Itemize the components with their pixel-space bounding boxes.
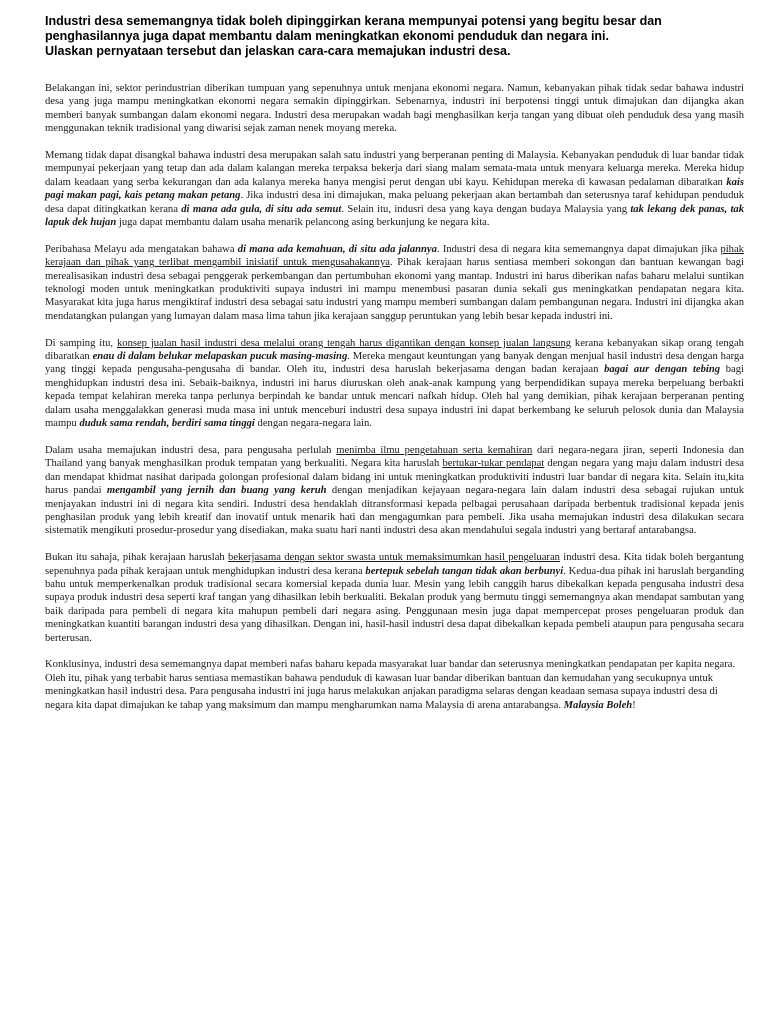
paragraph-text: Belakangan ini, sektor perindustrian diberikan tumpuan yang sepenuhnya untuk menjana ekonomi negara. Namun, kebanyakan pihak tidak sedar bahawa industri desa yang juga mampu meningkatkan ekonomi negara semakin dipinggirkan. Sebenarnya, industri ini berpotensi tinggi untuk dimajukan dan dijangka akan memberi banyak sumbangan dalam ekonomi negara. Industri desa merupakan wadah bagi menghasilkan kerja tangan yang dibuat oleh penduduk desa yang masih menggunakan teknik tradisional yang diwarisi sejak zaman nenek moyang mereka. bbox=[45, 83, 744, 135]
peribahasa-phrase: bertepuk sebelah tangan tidak akan berbunyi bbox=[365, 565, 564, 577]
peribahasa-phrase: bagai aur dengan tebing bbox=[604, 364, 721, 376]
paragraph-text: kerana kebanyakan sikap orang tengah dibaratkan bbox=[45, 337, 744, 363]
paragraph-text: dengan negara yang maju dalam industri desa dan mendapat khidmat nasihat daripada golongan profesional dalam bidang ini untuk meningkatkan produktiviti industri luar bandar di negara kita. Selain itu,kita harus pandai bbox=[45, 458, 745, 497]
paragraph-text: Memang tidak dapat disangkal bahawa industri desa merupakan salah satu industri yang berperanan penting di Malaysia. Kebanyakan penduduk di luar bandar tidak mempunyai pekerjaan yang tetap dan ada dalam kalangan mereka terpaksa bekerja dari siang malam semata-mata untuk menyara keluarga mereka. Mereka hidup dalam keadaan yang serba kekurangan dan ada kalanya mereka hanya mengisi perut dengan ubi kayu. Kehidupan mereka di kawasan pedalaman dibaratkan bbox=[45, 150, 744, 188]
essay-body bbox=[45, 82, 744, 725]
paragraph-text: juga dapat membantu dalam usaha menarik pelancong asing berkunjung ke negara kita. bbox=[116, 217, 490, 229]
underlined-phrase: pihak kerajaan dan pihak yang terlibat mengambil inisiatif untuk mengusahakannya bbox=[45, 243, 744, 269]
underlined-phrase: bertukar-tukar pendapat bbox=[442, 458, 545, 470]
peribahasa-phrase: kais pagi makan pagi, kais petang makan petang bbox=[45, 176, 744, 202]
underlined-phrase: menimba ilmu pengetahuan serta kemahiran bbox=[336, 444, 533, 456]
paragraph-text: dengan negara-negara lain. bbox=[254, 418, 372, 430]
paragraph-text: Bukan itu sahaja, pihak kerajaan haruslah bbox=[45, 552, 229, 564]
paragraph-text: Di samping itu, bbox=[45, 337, 117, 349]
underlined-phrase: bekerjasama dengan sektor swasta untuk memaksimumkan hasil pengeluaran bbox=[228, 552, 560, 564]
paragraph-text: . Kedua-dua pihak ini haruslah berganding bahu untuk memperkenalkan produk tradisional secara komersial kepada dunia luar. Mesin yang lebih canggih harus dibekalkan kepada pengusaha industri desa supaya produk industri desa seperti kraf tangan yang dihasilkan lebih berkualiti. Bekalan produk yang bermutu tinggi sememangnya akan mendapat sambutan yang baik daripada para pembeli di negara kita mahupun pembeli dari negara asing. Penggunaan mesin juga dapat mempercepat proses pengeluaran produk dan meningkatkan kuantiti barangan industri desa yang dihasilkan. Dengan ini, hasil-hasil industri desa dapat dibekalkan kepada pembeli ataupun para pengusaha secara berterusan. bbox=[45, 565, 744, 644]
paragraph-text: Peribahasa Melayu ada mengatakan bahawa bbox=[45, 243, 238, 255]
peribahasa-phrase: duduk sama rendah, berdiri sama tinggi bbox=[79, 418, 255, 430]
essay-question bbox=[45, 14, 745, 59]
paragraph-text: Konklusinya, industri desa sememangnya dapat memberi nafas baharu kepada masyarakat luar bandar dan seterusnya meningkatkan pendapatan per kapita negara. Oleh itu, pihak yang terbabit harus sentiasa memastikan bahawa penduduk di kawasan luar bandar diberikan bantuan dan kemudahan yang secukupnya untuk meningkatkan hasil industri desa. Para pengusaha industri ini juga harus melakukan anjakan paradigma selaras dengan keadaan semasa supaya industri desa di negara kita dapat dimajukan ke tahap yang maksimum dan mampu mengharumkan nama Malaysia di arena antarabangsa. bbox=[45, 659, 736, 711]
paragraph-text: . Jika industri desa ini dimajukan, maka peluang pekerjaan akan bertambah dan seterusnya taraf kehidupan penduduk desa dapat ditingkatkan kerana bbox=[45, 190, 744, 215]
paragraph-text: Dalam usaha memajukan industri desa, para pengusaha perlulah bbox=[45, 444, 337, 456]
essay-paragraph bbox=[45, 444, 744, 538]
essay-paragraph bbox=[45, 551, 744, 645]
question-line: Ulaskan pernyataan tersebut dan jelaskan cara-cara memajukan industri desa. bbox=[45, 44, 511, 58]
peribahasa-phrase: enau di dalam belukar melapaskan pucuk masing-masing bbox=[92, 351, 348, 363]
peribahasa-phrase: mengambil yang jernih dan buang yang keruh bbox=[106, 485, 327, 497]
peribahasa-phrase: tak lekang dek panas, tak lapuk dek hujan bbox=[45, 203, 745, 229]
peribahasa-phrase: Malaysia Boleh bbox=[563, 699, 633, 711]
question-line: penghasilannya juga dapat membantu dalam meningkatkan ekonomi penduduk dan negara ini. bbox=[45, 29, 609, 43]
essay-paragraph bbox=[45, 337, 744, 431]
paragraph-text: . Selain itu, indusri desa yang kaya dengan budaya Malaysia yang bbox=[341, 203, 631, 215]
paragraph-text: . Industri desa di negara kita sememangnya dapat dimajukan jika bbox=[436, 243, 721, 255]
peribahasa-phrase: di mana ada kemahuan, di situ ada jalannya bbox=[237, 243, 437, 255]
essay-paragraph bbox=[45, 149, 744, 229]
peribahasa-phrase: di mana ada gula, di situ ada semut bbox=[181, 203, 342, 215]
paragraph-text: ! bbox=[632, 699, 636, 711]
essay-paragraph bbox=[45, 658, 744, 712]
essay-paragraph bbox=[45, 82, 744, 136]
paragraph-text: dari negara-negara jiran, seperti Indonesia dan Thailand yang banyak menghasilkan produk tempatan yang berkualiti. Negara kita haruslah bbox=[45, 444, 744, 470]
paragraph-text: . Pihak kerajaan harus sentiasa memberi sokongan dan bantuan kewangan bagi merealisasikan industri desa sebagai penggerak perkembangan dan pertumbuhan ekonomi yang mantap. Industri ini harus diberikan nafas baharu melalui suntikan teknologi moden untuk meningkatkan produktiviti supaya industri ini mampu menembusi pasaran dunia sekali gus meningkatkan pendapatan negara kita. Masyarakat kita juga harus mengiktiraf industri desa sebagai satu industri yang mampu memberi sumbangan dalam pembangunan negara. Industri ini dijangka akan mendatangkan pulangan yang lumayan dalam masa lima tahun jika kerajaan sanggup peruntukan yang lebih besar kepada industri ini. bbox=[45, 257, 744, 322]
paragraph-text: bagi menghidupkan industri desa ini. Sebaik-baiknya, industri ini harus diuruskan oleh anak-anak kampung yang berpendidikan supaya mereka berpeluang berbakti kepada tempat kelahiran mereka tanpa perlunya berpindah ke bandar untuk mencari nafkah hidup. Oleh hal yang demikian, pihak kerajaan berperanan penting dalam usaha menggalakkan generasi muda masa ini untuk menceburi industri desa supaya industri ini dapat berkembang ke seluruh pelosok dunia dan Malaysia mampu bbox=[45, 364, 744, 430]
paragraph-text: dengan menjadikan kejayaan negara-negara lain dalam industri desa sebagai rujukan untuk menjayakan industri ini di negara kita sendiri. Industri desa hendaklah ditransformasi kepada pelbagai perusahaan daripada berbentuk tradisional kepada jenis penghasilan produk yang lebih kreatif dan inovatif untuk menarik hati dan mengagumkan para pembeli. Jika usaha memajukan industri desa dilakukan secara sistematik mengikuti prosedur-prosedur yang disediakan, maka suatu hari nanti industri desa akan mendahului segala industri yang bertaraf antarabangsa. bbox=[45, 485, 744, 537]
paragraph-text: industri desa. Kita tidak boleh bergantung sepenuhnya pada pihak kerajaan untuk menghidupkan industri desa kerana bbox=[45, 552, 744, 577]
question-line: Industri desa sememangnya tidak boleh dipinggirkan kerana mempunyai potensi yang begitu besar dan bbox=[45, 14, 662, 28]
essay-paragraph bbox=[45, 243, 744, 323]
underlined-phrase: konsep jualan hasil industri desa melalui orang tengah harus digantikan dengan konsep jualan langsung bbox=[116, 337, 572, 349]
paragraph-text: . Mereka mengaut keuntungan yang banyak dengan menjual hasil industri desa dengan harga yang tinggi kepada pengusaha-pengusaha di bandar. Oleh itu, industri desa haruslah bekerjasama dengan badan kerajaan bbox=[45, 351, 744, 376]
